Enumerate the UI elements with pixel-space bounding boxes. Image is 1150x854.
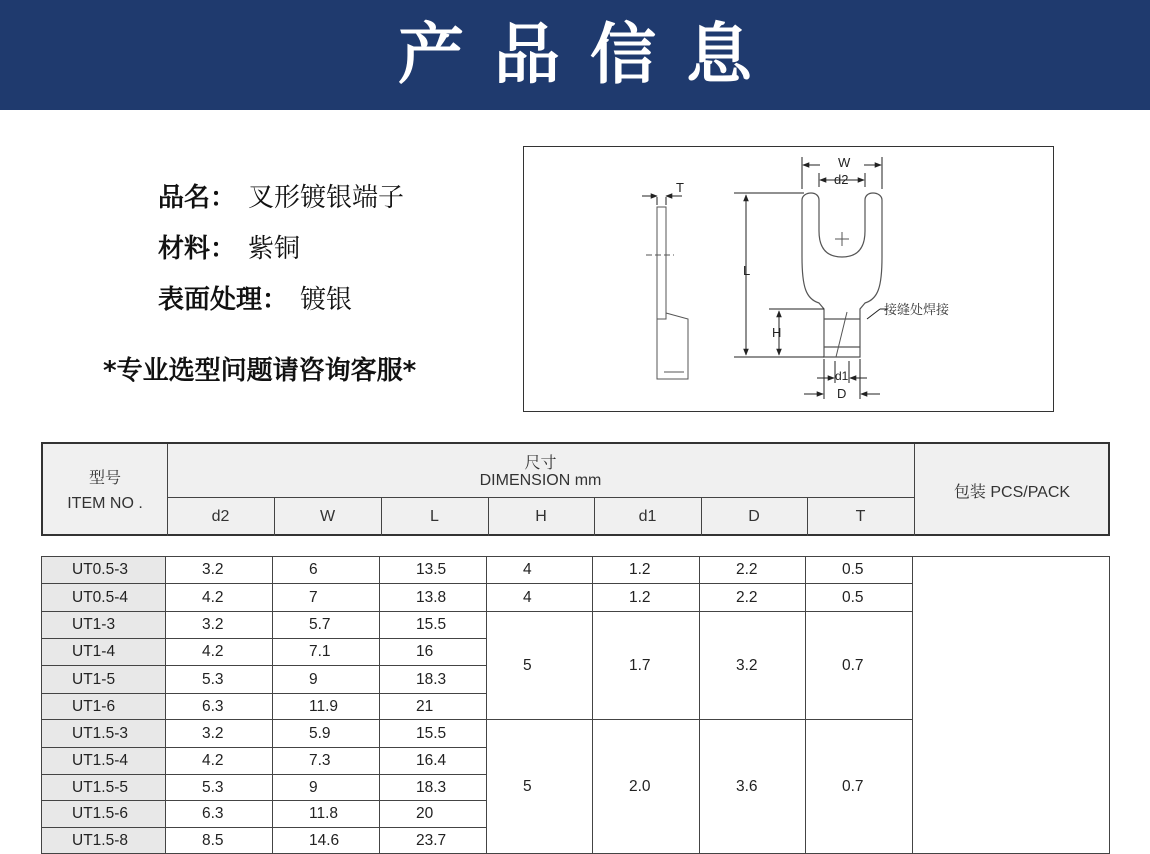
table-cell-L: 13.8 [416, 588, 447, 606]
table-row-item: UT1-6 [42, 694, 165, 719]
table-cell-d2: 6.3 [202, 805, 224, 822]
header-col-W: W [319, 508, 336, 525]
table-row-item: UT1.5-3 [42, 720, 165, 747]
table-cell-d1: 1.7 [629, 656, 651, 674]
table-cell-L: 16.4 [416, 752, 447, 769]
header-dim-cn: 尺寸 [524, 454, 557, 472]
side-view-blade [657, 207, 666, 319]
side-view-barrel [657, 313, 688, 379]
table-header [41, 442, 1110, 536]
table-cell-d2: 6.3 [202, 697, 224, 715]
table-cell-W: 5.7 [309, 616, 331, 633]
table-cell-W: 11.8 [309, 805, 339, 822]
title-banner [0, 0, 1150, 110]
info-material-value: 紫铜 [248, 234, 301, 264]
header-dim-en: DIMENSION mm [479, 472, 602, 489]
table-row-item: UT1-5 [42, 666, 165, 693]
table-cell-d2: 4.2 [202, 588, 224, 606]
header-item-en: ITEM NO . [67, 495, 143, 512]
label-D: D [837, 386, 847, 401]
table-cell-d2: 3.2 [202, 724, 224, 742]
table-row-item: UT0.5-4 [42, 584, 165, 611]
table-cell-L: 20 [416, 805, 434, 822]
table-cell-d2: 4.2 [202, 752, 224, 769]
table-row-item: UT1-4 [42, 639, 165, 665]
table-cell-d2: 5.3 [202, 778, 224, 796]
table-cell-W: 9 [309, 670, 318, 688]
table-cell-W: 11.9 [309, 697, 339, 715]
table-cell-d1: 1.2 [629, 588, 651, 606]
table-cell-L: 23.7 [416, 831, 447, 849]
table-cell-T: 0.7 [842, 777, 864, 795]
table-cell-d2: 5.3 [202, 670, 224, 688]
table-cell-W: 5.9 [309, 724, 331, 742]
table-cell-L: 18.3 [416, 670, 447, 688]
info-surface-key: 表面处理： [158, 285, 289, 315]
technical-drawing [523, 146, 1054, 412]
table-cell-W: 14.6 [309, 831, 340, 849]
consult-note: *专业选型问题请咨询客服* [103, 356, 417, 386]
label-T: T [676, 180, 684, 195]
table-cell-T: 0.5 [842, 588, 864, 606]
label-d2: d2 [834, 172, 849, 187]
table-cell-d1: 2.0 [629, 777, 651, 795]
table-body [41, 556, 1110, 854]
table-cell-d2: 3.2 [202, 561, 224, 578]
header-item-cn: 型号 [88, 469, 121, 487]
table-cell-L: 21 [416, 697, 434, 715]
table-cell-H: 4 [523, 588, 532, 606]
table-cell-D: 2.2 [736, 588, 758, 606]
label-H: H [772, 325, 782, 340]
table-cell-L: 18.3 [416, 778, 447, 796]
table-cell-H: 5 [523, 777, 532, 795]
table-cell-H: 4 [523, 561, 532, 578]
info-material-key: 材料： [158, 234, 237, 264]
table-cell-D: 2.2 [736, 561, 758, 578]
table-cell-L: 13.5 [416, 561, 447, 578]
info-name-value: 叉形镀银端子 [248, 183, 405, 213]
table-cell-L: 15.5 [416, 616, 447, 633]
table-cell-d2: 8.5 [202, 831, 224, 849]
table-cell-d2: 3.2 [202, 616, 224, 633]
table-row-item: UT1.5-6 [42, 801, 165, 827]
info-material [158, 228, 300, 265]
label-L: L [743, 263, 751, 278]
table-row-item: UT1.5-5 [42, 775, 165, 800]
table-cell-L: 15.5 [416, 724, 447, 742]
table-cell-T: 0.5 [842, 561, 864, 578]
info-name-key: 品名： [158, 183, 237, 213]
info-name [158, 177, 404, 214]
info-surface [158, 279, 352, 316]
table-cell-W: 6 [309, 561, 318, 578]
table-cell-W: 7.1 [309, 643, 331, 660]
label-W: W [838, 155, 851, 170]
terminal-diagram [524, 147, 1055, 413]
header-pack: 包装 PCS/PACK [953, 483, 1071, 501]
table-row-item: UT1.5-4 [42, 748, 165, 774]
header-col-d2: d2 [211, 508, 230, 525]
table-cell-D: 3.6 [736, 777, 758, 795]
table-cell-T: 0.7 [842, 656, 864, 674]
table-cell-L: 16 [416, 643, 434, 660]
page-title: 产品信息 [398, 16, 782, 93]
header-col-H: H [535, 508, 547, 525]
table-row-item: UT1-3 [42, 612, 165, 638]
table-row-item: UT0.5-3 [42, 557, 165, 583]
table-cell-D: 3.2 [736, 656, 758, 674]
label-d1: d1 [835, 369, 849, 383]
header-col-d1: d1 [638, 508, 657, 525]
table-cell-W: 7.3 [309, 752, 331, 769]
table-cell-d1: 1.2 [629, 561, 651, 578]
header-col-T: T [855, 508, 866, 525]
table-cell-W: 9 [309, 778, 318, 796]
info-surface-value: 镀银 [300, 285, 353, 315]
header-col-D: D [748, 508, 760, 525]
table-row-item: UT1.5-8 [42, 828, 165, 853]
table-cell-W: 7 [309, 588, 318, 606]
label-weld: 接缝处焊接 [884, 303, 950, 318]
header-col-L: L [430, 508, 439, 525]
table-cell-H: 5 [523, 656, 532, 674]
table-cell-d2: 4.2 [202, 643, 224, 660]
